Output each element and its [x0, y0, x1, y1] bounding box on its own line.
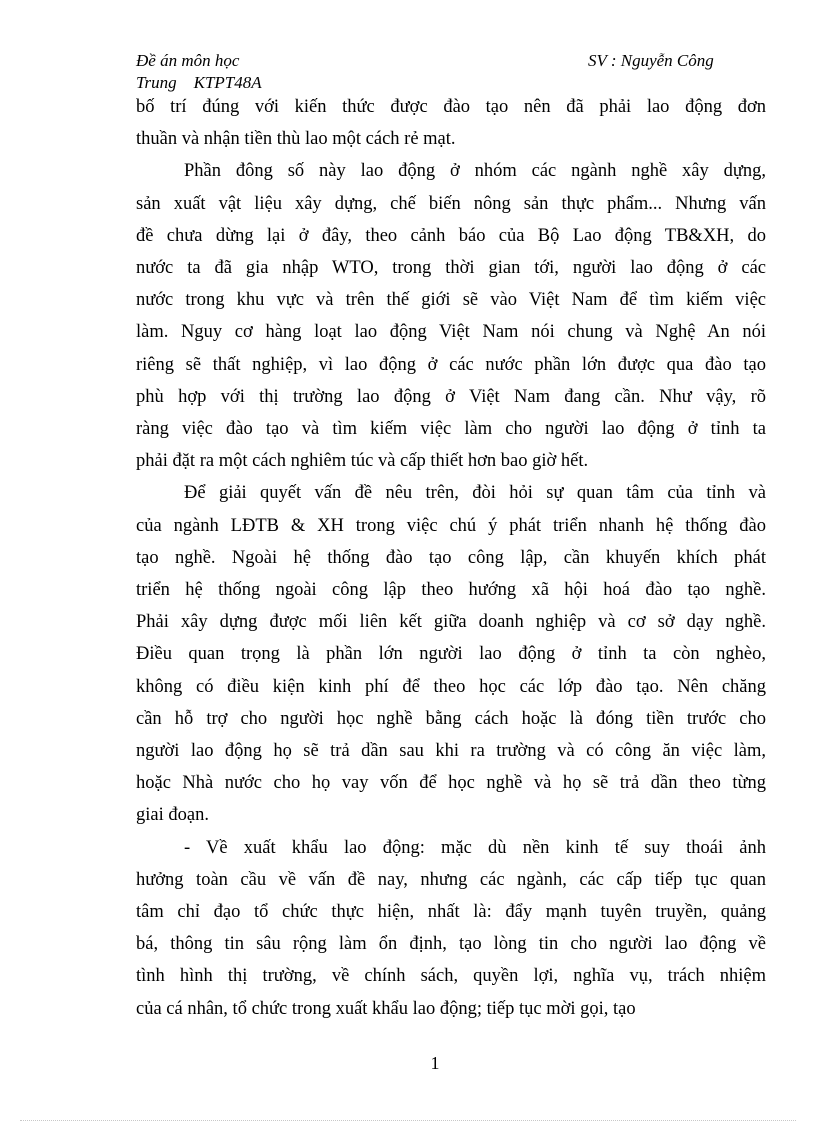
- text-line: Phải xây dựng được mối liên kết giữa doanh nghiệp và cơ sở dạy nghề.: [136, 612, 766, 633]
- text-line: triển hệ thống ngoài công lập theo hướng xã hội hoá đào tạo nghề.: [136, 580, 766, 601]
- text-line: của ngành LĐTB & XH trong việc chú ý phát triển nhanh hệ thống đào: [136, 515, 766, 536]
- page-number: 1: [430, 1053, 440, 1073]
- text-line: Phần đông số này lao động ở nhóm các ngành nghề xây dựng,: [184, 161, 766, 182]
- text-line: cần hỗ trợ cho người học nghề bằng cách hoặc là đóng tiền trước cho: [136, 708, 766, 729]
- text-line: phải đặt ra một cách nghiêm túc và cấp thiết hơn bao giờ hết.: [136, 451, 589, 472]
- text-line: hưởng toàn cầu về vấn đề nay, nhưng các ngành, các cấp tiếp tục quan: [136, 869, 766, 890]
- text-line: Để giải quyết vấn đề nêu trên, đòi hỏi sự quan tâm của tỉnh và: [184, 483, 766, 504]
- text-line: của cá nhân, tổ chức trong xuất khẩu lao động; tiếp tục mời gọi, tạo: [136, 998, 636, 1019]
- student-name: SV : Nguyễn Công: [588, 51, 714, 70]
- text-line: sản xuất vật liệu xây dựng, chế biến nông sản thực phẩm... Nhưng vấn: [136, 193, 766, 214]
- body-text: [136, 91, 766, 1025]
- course-title: Đề án môn học: [136, 51, 240, 70]
- text-line: đề chưa dừng lại ở đây, theo cảnh báo của Bộ Lao động TB&XH, do: [136, 225, 766, 246]
- text-line: bố trí đúng với kiến thức được đào tạo nên đã phải lao động đơn: [136, 97, 766, 117]
- text-line: riêng sẽ thất nghiệp, vì lao động ở các nước phần lớn được qua đào tạo: [136, 354, 766, 375]
- text-line: nước ta đã gia nhập WTO, trong thời gian tới, người lao động ở các: [136, 258, 766, 279]
- text-line: tình hình thị trường, về chính sách, quyền lợi, nghĩa vụ, trách nhiệm: [136, 966, 766, 987]
- text-line: không có điều kiện kinh phí để theo học các lớp đào tạo. Nên chăng: [136, 676, 766, 697]
- text-line: làm. Nguy cơ hàng loạt lao động Việt Nam nói chung và Nghệ An nói: [136, 322, 766, 343]
- class-code: Trung KTPT48A: [136, 73, 262, 92]
- text-line: phù hợp với thị trường lao động ở Việt Nam đang cần. Như vậy, rõ: [136, 386, 766, 407]
- text-line: tạo nghề. Ngoài hệ thống đào tạo công lập, cần khuyến khích phát: [136, 547, 766, 568]
- text-line: giai đoạn.: [136, 805, 209, 826]
- text-line: tâm chỉ đạo tổ chức thực hiện, nhất là: đẩy mạnh tuyên truyền, quảng: [136, 902, 766, 923]
- document-header-left: [136, 50, 262, 94]
- text-line: thuần và nhận tiền thù lao một cách rẻ mạt.: [136, 129, 456, 150]
- text-line: - Về xuất khẩu lao động: mặc dù nền kinh tế suy thoái ảnh: [184, 837, 766, 858]
- text-line: ràng việc đào tạo và tìm kiếm việc làm cho người lao động ở tỉnh ta: [136, 419, 766, 440]
- text-line: Điều quan trọng là phần lớn người lao động ở tỉnh ta còn nghèo,: [136, 644, 766, 665]
- text-line: nước trong khu vực và trên thế giới sẽ vào Việt Nam để tìm kiếm việc: [136, 290, 766, 311]
- text-line: hoặc Nhà nước cho họ vay vốn để học nghề và họ sẽ trả dần theo từng: [136, 773, 766, 794]
- text-line: người lao động họ sẽ trả dần sau khi ra trường và có công ăn việc làm,: [136, 741, 766, 762]
- text-line: bá, thông tin sâu rộng làm ổn định, tạo lòng tin cho người lao động về: [136, 934, 766, 955]
- page-bottom-rule: [20, 1120, 796, 1121]
